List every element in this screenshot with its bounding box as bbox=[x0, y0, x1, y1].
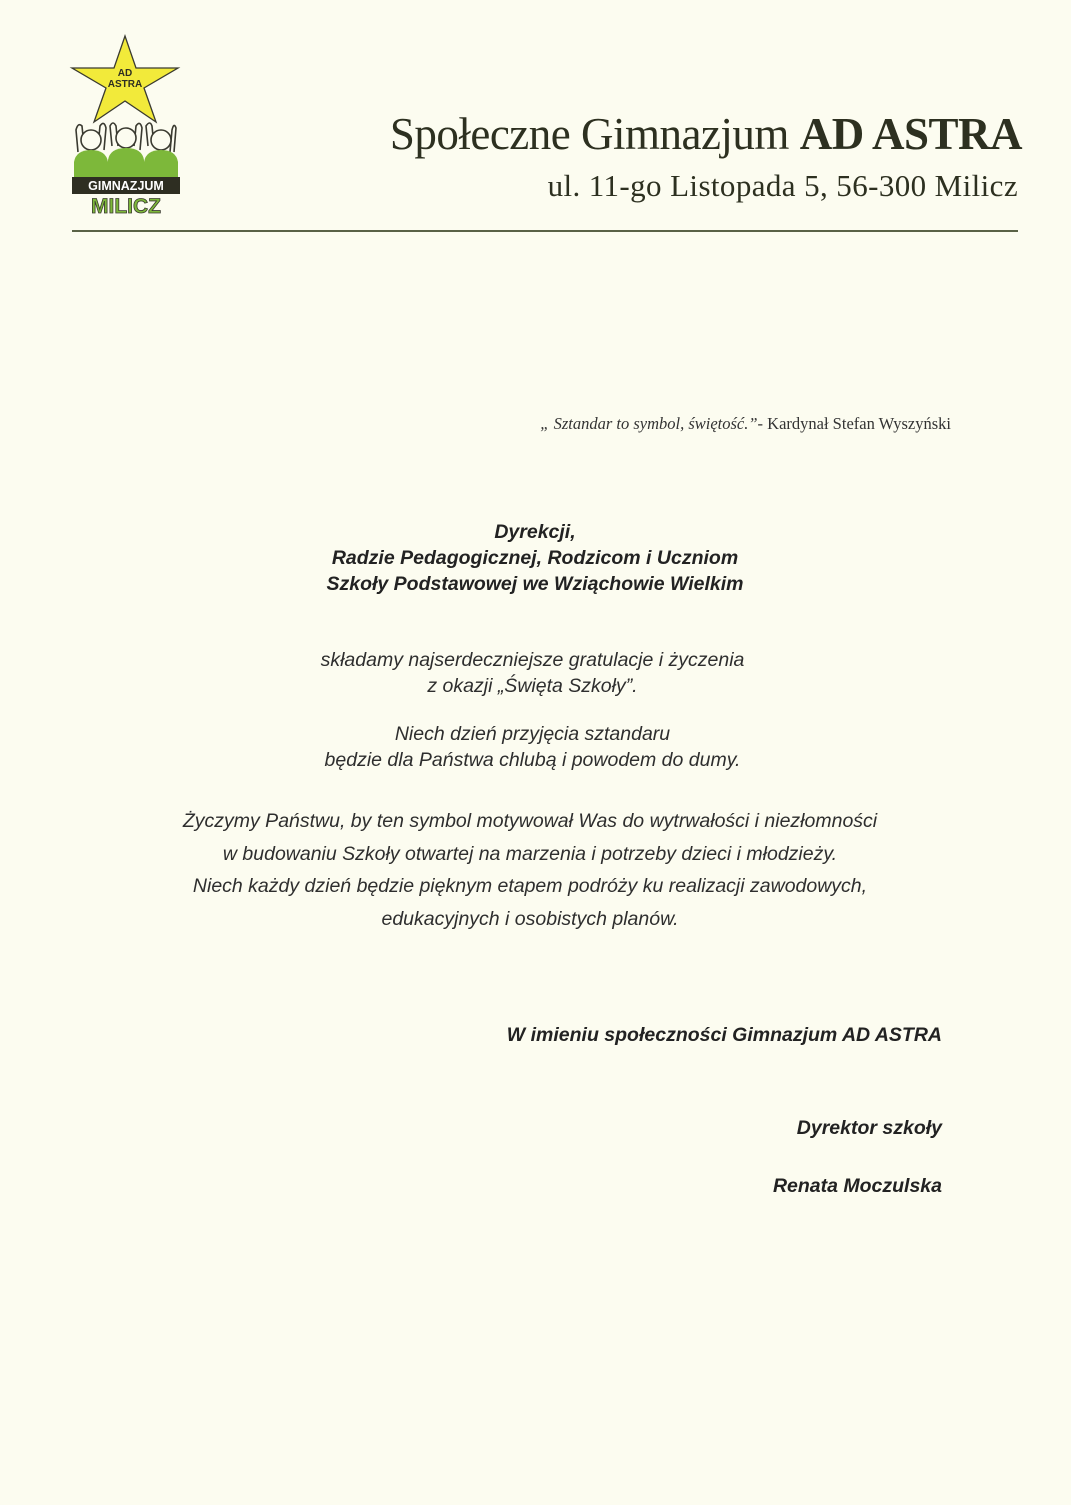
wishes-paragraph bbox=[120, 805, 940, 935]
epigraph-quote bbox=[300, 414, 951, 434]
quote-text: „ Sztandar to symbol, świętość.” bbox=[540, 414, 758, 433]
logo-city-text: MILICZ bbox=[91, 195, 161, 216]
paragraph-line: składamy najserdeczniejsze gratulacje i życzenia bbox=[320, 649, 745, 671]
congratulations-paragraph bbox=[200, 647, 865, 699]
addressees bbox=[200, 519, 870, 597]
paragraph-line: Niech dzień przyjęcia sztandaru bbox=[394, 723, 671, 745]
paragraph-line: w budowaniu Szkoły otwartej na marzenia i potrzeby dzieci i młodzieży. bbox=[222, 842, 838, 865]
signature-on-behalf: W imieniu społeczności Gimnazjum AD ASTRA bbox=[506, 1024, 942, 1046]
school-name bbox=[300, 108, 1022, 160]
school-name-bold: AD ASTRA bbox=[799, 109, 1022, 159]
paragraph-line: Niech każdy dzień będzie pięknym etapem podróży ku realizacji zawodowych, bbox=[192, 875, 868, 897]
students-figures bbox=[74, 123, 178, 177]
paragraph-line: z okazji „Święta Szkoły”. bbox=[427, 675, 638, 697]
signature-role: Dyrektor szkoły bbox=[796, 1117, 942, 1139]
school-address: ul. 11-go Listopada 5, 56-300 Milicz bbox=[547, 168, 1018, 203]
quote-attribution: - Kardynał Stefan Wyszyński bbox=[757, 414, 951, 433]
addressee-line: Szkoły Podstawowej we Wziąchowie Wielkim bbox=[326, 573, 744, 595]
header-divider bbox=[72, 230, 1018, 232]
banner-wish-paragraph bbox=[200, 721, 865, 773]
addressee-line: Radzie Pedagogicznej, Rodzicom i Uczniom bbox=[331, 547, 739, 569]
paragraph-line: edukacyjnych i osobistych planów. bbox=[381, 907, 679, 930]
addressee-line: Dyrekcji, bbox=[494, 521, 576, 543]
paragraph-line: będzie dla Państwa chlubą i powodem do dumy. bbox=[324, 749, 741, 771]
logo-star-text-2: ASTRA bbox=[107, 79, 143, 90]
logo-banner-text: GIMNAZJUM bbox=[88, 179, 164, 193]
school-name-regular: Społeczne Gimnazjum bbox=[389, 109, 789, 159]
school-logo bbox=[68, 34, 184, 216]
logo-star-text-1: AD bbox=[117, 68, 133, 79]
signature-name: Renata Moczulska bbox=[772, 1175, 942, 1197]
paragraph-line: Życzymy Państwu, by ten symbol motywował Was do wytrwałości i niezłomności bbox=[182, 810, 878, 832]
